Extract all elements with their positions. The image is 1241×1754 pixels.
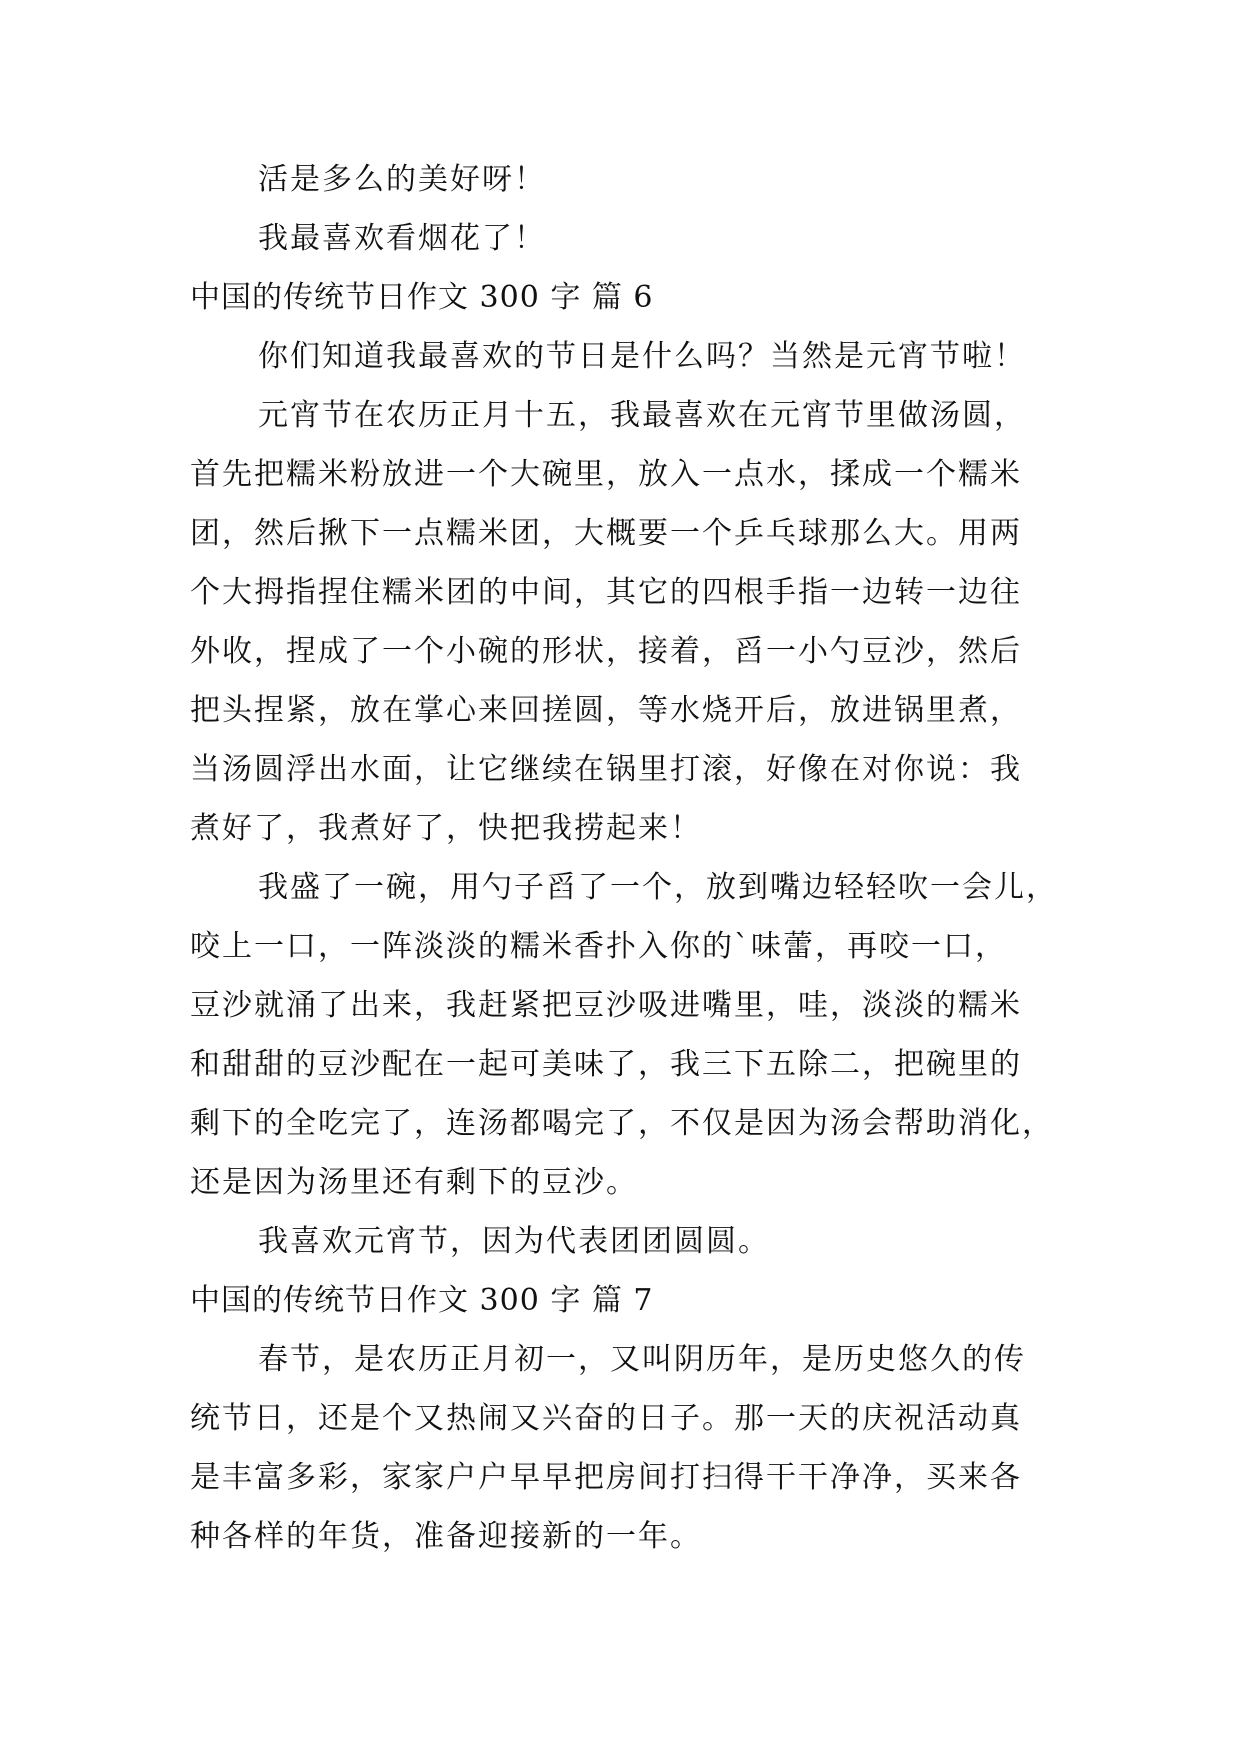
- paragraph-line: 首先把糯米粉放进一个大碗里，放入一点水，揉成一个糯米: [190, 457, 1022, 492]
- paragraph-line: 煮好了，我煮好了，快把我捞起来！: [190, 811, 702, 846]
- paragraph-line: 当汤圆浮出水面，让它继续在锅里打滚，好像在对你说：我: [190, 752, 1022, 787]
- section-heading: 中国的传统节日作文 300 字 篇 7: [190, 1283, 654, 1318]
- paragraph-line: 我喜欢元宵节，因为代表团团圆圆。: [258, 1224, 770, 1259]
- paragraph-line: 我盛了一碗，用勺子舀了一个，放到嘴边轻轻吹一会儿，: [258, 870, 1058, 905]
- paragraph-line: 还是因为汤里还有剩下的豆沙。: [190, 1165, 638, 1200]
- paragraph-line: 元宵节在农历正月十五，我最喜欢在元宵节里做汤圆，: [258, 398, 1026, 433]
- document-body: [190, 150, 1070, 1566]
- paragraph-line: 团，然后揪下一点糯米团，大概要一个乒乓球那么大。用两: [190, 516, 1022, 551]
- paragraph-line: 外收，捏成了一个小碗的形状，接着，舀一小勺豆沙，然后: [190, 634, 1022, 669]
- paragraph-line: 把头捏紧，放在掌心来回搓圆，等水烧开后，放进锅里煮，: [190, 693, 1022, 728]
- paragraph-line: 咬上一口，一阵淡淡的糯米香扑入你的`味蕾，再咬一口，: [190, 929, 1007, 964]
- paragraph-line: 我最喜欢看烟花了！: [258, 221, 546, 256]
- paragraph-line: 统节日，还是个又热闹又兴奋的日子。那一天的庆祝活动真: [190, 1401, 1022, 1436]
- paragraph-line: 是丰富多彩，家家户户早早把房间打扫得干干净净，买来各: [190, 1460, 1022, 1495]
- paragraph-line: 种各样的年货，准备迎接新的一年。: [190, 1519, 702, 1554]
- paragraph-line: 豆沙就涌了出来，我赶紧把豆沙吸进嘴里，哇，淡淡的糯米: [190, 988, 1022, 1023]
- section-heading: 中国的传统节日作文 300 字 篇 6: [190, 280, 654, 315]
- paragraph-line: 个大拇指捏住糯米团的中间，其它的四根手指一边转一边往: [190, 575, 1022, 610]
- paragraph-line: 活是多么的美好呀！: [258, 162, 546, 197]
- paragraph-line: 你们知道我最喜欢的节日是什么吗？当然是元宵节啦！: [258, 339, 1026, 374]
- paragraph-line: 剩下的全吃完了，连汤都喝完了，不仅是因为汤会帮助消化，: [190, 1106, 1054, 1141]
- paragraph-line: 和甜甜的豆沙配在一起可美味了，我三下五除二，把碗里的: [190, 1047, 1022, 1082]
- paragraph-line: 春节，是农历正月初一，又叫阴历年，是历史悠久的传: [258, 1342, 1026, 1377]
